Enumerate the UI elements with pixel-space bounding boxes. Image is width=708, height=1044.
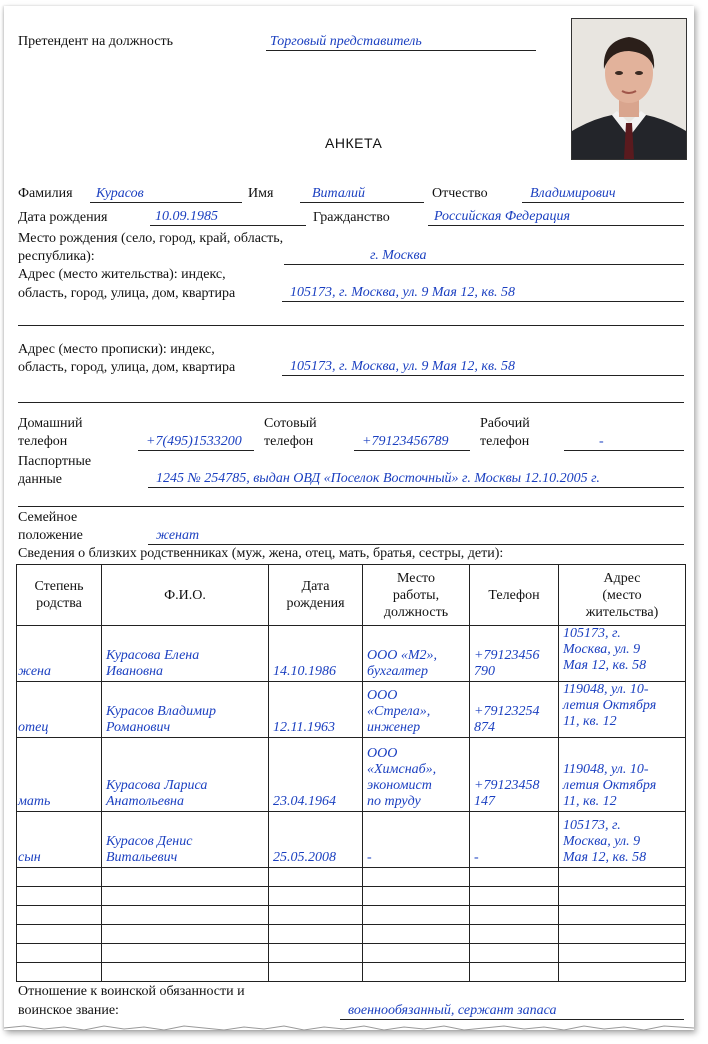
military-line (340, 1019, 684, 1020)
reg-label-2: область, город, улица, дом, квартира (18, 360, 236, 375)
cell-phone: +79123456 790 (470, 626, 559, 682)
relatives-label: Сведения о близких родственниках (муж, жена, отец, мать, братья, сестры, дети): (18, 546, 504, 561)
cell-fio: Курасова Елена Ивановна (102, 626, 269, 682)
position-label: Претендент на должность (18, 34, 173, 49)
torn-edge-icon (4, 1024, 694, 1032)
family-value: женат (156, 528, 200, 543)
cell-work: - (363, 812, 470, 868)
family-label-2: положение (18, 528, 83, 543)
passport-extra-line (18, 506, 684, 507)
mobile-label-1: Сотовый (264, 416, 317, 431)
cell-phone: +79123254 874 (470, 682, 559, 738)
header-degree: Степень родства (17, 565, 102, 626)
header-address: Адрес (место жительства) (559, 565, 686, 626)
citizenship-line (428, 225, 684, 226)
work-phone-line (564, 450, 684, 451)
cell-birth: 23.04.1964 (269, 738, 363, 812)
table-row-empty (17, 925, 686, 944)
military-label-2: воинское звание: (18, 1003, 119, 1018)
reg-line (282, 375, 684, 376)
military-value: военнообязанный, сержант запаса (348, 1003, 557, 1018)
table-row-empty (17, 906, 686, 925)
cell-work: ООО «Стрела», инженер (363, 682, 470, 738)
questionnaire-sheet (4, 6, 694, 1030)
address-value: 105173, г. Москва, ул. 9 Мая 12, кв. 58 (290, 285, 516, 300)
passport-line (148, 487, 684, 488)
mobile-label-2: телефон (264, 434, 314, 449)
passport-value: 1245 № 254785, выдан ОВД «Поселок Восточный» г. Москвы 12.10.2005 г. (156, 471, 600, 486)
address-extra-line (18, 325, 684, 326)
cell-degree: мать (17, 738, 102, 812)
reg-label-1: Адрес (место прописки): индекс, (18, 342, 215, 357)
cell-birth: 14.10.1986 (269, 626, 363, 682)
cell-phone: - (470, 812, 559, 868)
position-value: Торговый представитель (270, 34, 422, 49)
name-value: Виталий (312, 186, 365, 201)
patronymic-line (522, 202, 684, 203)
relatives-table (16, 564, 686, 982)
cell-degree: жена (17, 626, 102, 682)
mobile-value: +79123456789 (362, 434, 449, 449)
cell-address: 119048, ул. 10- летия Октября 11, кв. 12 (559, 738, 686, 812)
patronymic-value: Владимирович (530, 186, 616, 201)
cell-degree: отец (17, 682, 102, 738)
citizenship-label: Гражданство (313, 210, 390, 225)
surname-value: Курасов (96, 186, 144, 201)
cell-address: 119048, ул. 10- летия Октября 11, кв. 12 (559, 682, 686, 738)
home-phone-label-1: Домашний (18, 416, 83, 431)
birthplace-label-1: Место рождения (село, город, край, область, (18, 231, 284, 246)
passport-label-2: данные (18, 472, 62, 487)
header-work: Место работы, должность (363, 565, 470, 626)
table-row (17, 738, 686, 812)
table-row-empty (17, 963, 686, 982)
birthdate-line (150, 225, 306, 226)
name-label: Имя (248, 186, 274, 201)
table-row (17, 812, 686, 868)
home-phone-value: +7(495)1533200 (146, 434, 242, 449)
reg-value: 105173, г. Москва, ул. 9 Мая 12, кв. 58 (290, 359, 516, 374)
address-label-2: область, город, улица, дом, квартира (18, 286, 236, 301)
address-label-1: Адрес (место жительства): индекс, (18, 267, 226, 282)
reg-extra-line (18, 402, 684, 403)
cell-fio: Курасова Лариса Анатольевна (102, 738, 269, 812)
table-row (17, 626, 686, 682)
surname-line (90, 202, 242, 203)
table-header-row (17, 565, 686, 626)
mobile-line (354, 450, 470, 451)
name-line (300, 202, 424, 203)
family-label-1: Семейное (18, 510, 78, 525)
work-phone-label-1: Рабочий (480, 416, 530, 431)
birthplace-line (284, 264, 684, 265)
table-row-empty (17, 944, 686, 963)
passport-label-1: Паспортные (18, 454, 92, 469)
military-label-1: Отношение к воинской обязанности и (18, 984, 245, 999)
form-title: АНКЕТА (325, 135, 383, 151)
birthdate-label: Дата рождения (18, 210, 108, 225)
cell-degree: сын (17, 812, 102, 868)
header-phone: Телефон (470, 565, 559, 626)
cell-phone: +79123458 147 (470, 738, 559, 812)
surname-label: Фамилия (18, 186, 73, 201)
cell-work: ООО «М2», бухгалтер (363, 626, 470, 682)
birthplace-label-2: республика): (18, 249, 95, 264)
cell-birth: 25.05.2008 (269, 812, 363, 868)
table-row-empty (17, 887, 686, 906)
work-phone-label-2: телефон (480, 434, 530, 449)
birthdate-value: 10.09.1985 (155, 209, 218, 224)
home-phone-line (138, 450, 254, 451)
header-birth: Дата рождения (269, 565, 363, 626)
citizenship-value: Российская Федерация (434, 209, 570, 224)
cell-birth: 12.11.1963 (269, 682, 363, 738)
photo-portrait-icon (571, 18, 687, 160)
address-line (282, 301, 684, 302)
cell-work: ООО «Химснаб», экономист по труду (363, 738, 470, 812)
birthplace-value: г. Москва (370, 248, 427, 263)
home-phone-label-2: телефон (18, 434, 68, 449)
cell-fio: Курасов Владимир Романович (102, 682, 269, 738)
cell-fio: Курасов Денис Витальевич (102, 812, 269, 868)
cell-address: 105173, г. Москва, ул. 9 Мая 12, кв. 58 (559, 626, 686, 682)
cell-address: 105173, г. Москва, ул. 9 Мая 12, кв. 58 (559, 812, 686, 868)
table-row (17, 682, 686, 738)
work-phone-value: - (599, 434, 604, 449)
table-row-empty (17, 868, 686, 887)
position-line (266, 50, 536, 51)
patronymic-label: Отчество (432, 186, 488, 201)
header-fio: Ф.И.О. (102, 565, 269, 626)
